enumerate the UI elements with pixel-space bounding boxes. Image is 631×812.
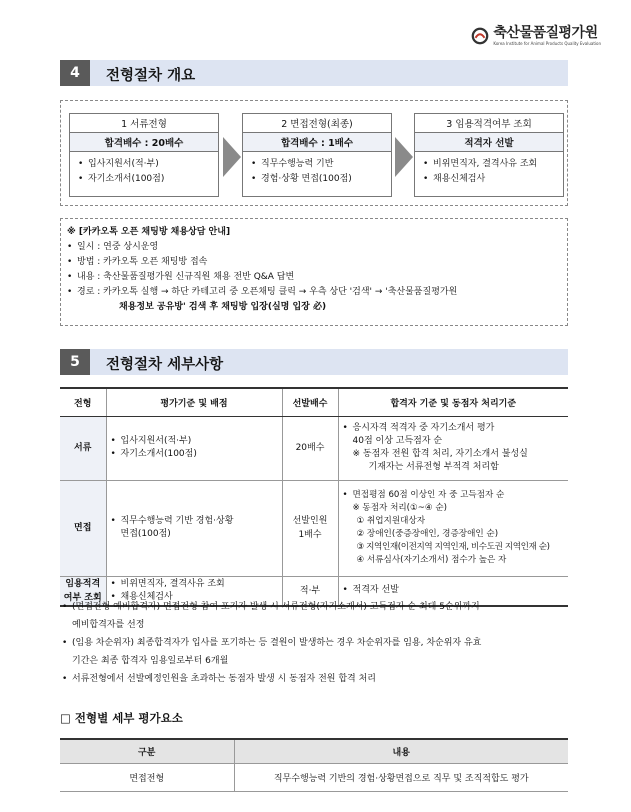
stage-title: 3 임용적격여부 조회: [415, 114, 563, 133]
criteria-item: • 비위면직자, 결격사유 조회: [111, 578, 282, 591]
stage-item: • 경험·상황 면접(100점): [251, 172, 385, 187]
standard-cell: [338, 416, 568, 480]
column-header: 전형: [60, 388, 106, 416]
arrow-right-icon: [223, 137, 241, 177]
ratio-cell: [282, 480, 338, 576]
column-header: 구분: [60, 739, 234, 763]
criteria-cell: [106, 480, 282, 576]
logo: [471, 26, 601, 46]
criteria-item: 면접(100점): [120, 529, 171, 539]
kakao-line: • 경로 : 카카오톡 실행 → 하단 카테고리 중 오픈채팅 클릭 → 우측 상단 '검색' → '축산물품질평가원: [67, 285, 561, 300]
stage-title: 2 면접전형(최종): [243, 114, 391, 133]
stage-ratio: 합격배수 : 20배수: [70, 133, 218, 152]
standard-item: • 적격자 선발: [343, 584, 569, 597]
logo-title: 축산물품질평가원: [493, 25, 598, 41]
criteria-item: • 입사지원서(적·부): [111, 435, 282, 448]
ratio-line: 1배수: [298, 530, 322, 540]
stage-item: • 입사지원서(적·부): [78, 157, 212, 172]
note-item: • (면접전형 예비합격자) 면접전형 참여 포기자 발생 시 서류전형(자기소개서) 고득점자 순 최대 5순위까지: [60, 598, 572, 616]
criteria-item: • 직무수행능력 기반 경험·상황: [111, 515, 282, 528]
logo-mark-icon: [471, 27, 489, 45]
table-header-row: [60, 388, 568, 416]
kakao-chat-notice: [60, 218, 568, 326]
kakao-line-continuation: 채용정보 공유방' 검색 후 채팅방 입장(실명 입장 必): [119, 302, 327, 312]
column-header: 평가기준 및 배점: [106, 388, 282, 416]
stage-title: 1 서류전형: [70, 114, 218, 133]
standard-item: 기재자는 서류전형 부적격 처리함: [368, 462, 499, 472]
stage-eligibility: [414, 113, 564, 197]
stage-type-line: 임용적격: [65, 578, 101, 589]
table-header-row: [60, 739, 568, 763]
kakao-line: • 일시 : 연중 상시운영: [67, 240, 561, 255]
standard-item: ① 취업지원대상자: [356, 516, 426, 526]
ratio-cell: 적·부: [282, 576, 338, 606]
standard-item: • 응시자격 적격자 중 자기소개서 평가: [343, 422, 569, 435]
section5-header: [60, 349, 568, 375]
section4-title: 전형절차 개요: [106, 68, 196, 84]
criteria-cell: [106, 416, 282, 480]
section4-header: [60, 60, 568, 86]
note-continuation: 예비합격자를 선정: [72, 620, 145, 630]
table-row: [60, 480, 568, 576]
eval-content-cell: 직무수행능력 기반의 경험·상황면접으로 직무 및 조직적합도 평가: [234, 763, 568, 791]
logo-subtitle: Korea Institute for Animal Products Quality Evaluation: [493, 41, 601, 46]
eval-table: [60, 738, 568, 792]
standard-item: ※ 동점자 처리(①~④ 순): [352, 503, 448, 513]
section5-title: 전형절차 세부사항: [106, 357, 224, 373]
standard-item: ② 장애인(중증장애인, 경증장애인 순): [356, 529, 499, 539]
stage-item: • 자기소개서(100점): [78, 172, 212, 187]
ratio-line: 선발인원: [292, 516, 328, 526]
table-row: [60, 416, 568, 480]
ratio-cell: 20배수: [282, 416, 338, 480]
notes: [60, 598, 572, 688]
stage-type-cell: 면접: [60, 480, 106, 576]
column-header: 내용: [234, 739, 568, 763]
column-header: 합격자 기준 및 동점자 처리기준: [338, 388, 568, 416]
stage-item: • 비위면직자, 결격사유 조회: [423, 157, 557, 172]
kakao-line: • 방법 : 카카오톡 오픈 채팅방 접속: [67, 255, 561, 270]
standard-item: • 면접평점 60점 이상인 자 중 고득점자 순: [343, 489, 569, 502]
stage-document: [69, 113, 219, 197]
table-row: [60, 763, 568, 791]
section5-number: 5: [60, 349, 90, 375]
stage-type-line: 여부 조회: [63, 592, 102, 603]
arrow-right-icon: [395, 137, 413, 177]
kakao-heading: ※ [카카오톡 오픈 채팅방 채용상담 안내]: [67, 227, 231, 237]
kakao-line: • 내용 : 축산물품질평가원 신규직원 채용 전반 Q&A 답변: [67, 270, 561, 285]
detail-table: [60, 387, 568, 607]
stage-item: • 채용신체검사: [423, 172, 557, 187]
section4-number: 4: [60, 60, 90, 86]
stage-interview: [242, 113, 392, 197]
eval-heading: □ 전형별 세부 평가요소: [60, 711, 183, 725]
stage-item: • 직무수행능력 기반: [251, 157, 385, 172]
stage-ratio: 합격배수 : 1배수: [243, 133, 391, 152]
eval-category-cell: 면접전형: [60, 763, 234, 791]
note-continuation: 기간은 최종 합격자 임용일로부터 6개월: [72, 656, 229, 666]
process-overview: [60, 100, 568, 206]
criteria-item: • 자기소개서(100점): [111, 448, 282, 461]
column-header: 선발배수: [282, 388, 338, 416]
note-item: • 서류전형에서 선발예정인원을 초과하는 동점자 발생 시 동점자 전원 합격 처리: [60, 670, 572, 688]
standard-item: ③ 지역인재(이전지역 지역인재, 비수도권 지역인재 순): [356, 542, 550, 552]
stage-type-cell: 서류: [60, 416, 106, 480]
note-item: • (임용 차순위자) 최종합격자가 입사를 포기하는 등 결원이 발생하는 경우 차순위자를 임용, 차순위자 유효: [60, 634, 572, 652]
criteria-item: • 채용신체검사: [111, 591, 282, 604]
standard-item: 40점 이상 고득점자 순: [352, 436, 443, 446]
standard-item: ④ 서류심사(자기소개서) 점수가 높은 자: [356, 555, 507, 565]
stage-ratio: 적격자 선발: [415, 133, 563, 152]
standard-cell: [338, 480, 568, 576]
standard-item: ※ 동점자 전원 합격 처리, 자기소개서 불성실: [352, 449, 528, 459]
